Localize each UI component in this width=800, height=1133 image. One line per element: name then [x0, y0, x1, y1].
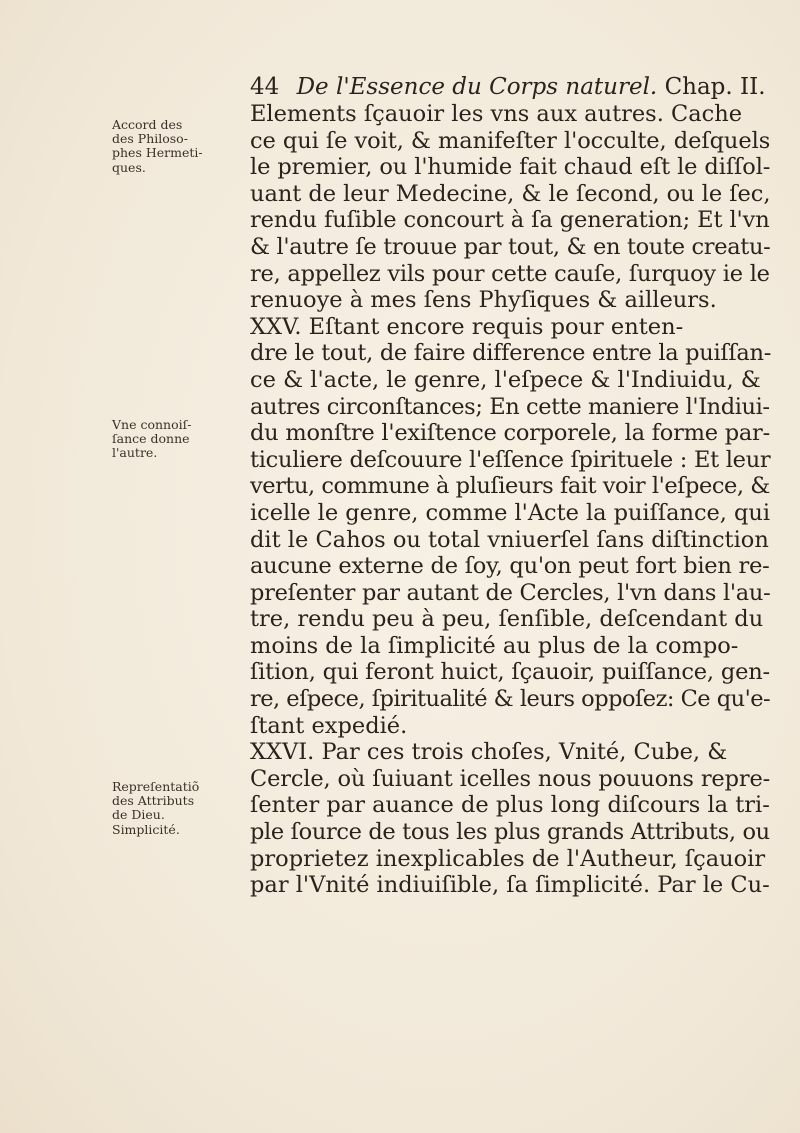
text-line: autres circonſtances; En cette maniere l'Indiui- [250, 393, 770, 420]
text-line: XXVI. Par ces trois choſes, Vnité, Cube, & [250, 739, 728, 766]
text-line: XXV. Eſtant encore requis pour enten- [250, 313, 684, 340]
text-line: moins de la ſimplicité au plus de la compo- [250, 632, 739, 659]
text-line: uant de leur Medecine, & le ſecond, ou le ſec, [250, 180, 771, 207]
margin-note-accord [112, 118, 247, 175]
text-line: preſenter par autant de Cercles, l'vn dans l'au- [250, 579, 771, 606]
margin-note-line: Repreſentatiõ [112, 779, 200, 794]
text-line: par l'Vnité indiuiſible, ſa ſimplicité. Par le Cu- [250, 872, 770, 899]
text-line: ce & l'acte, le genre, l'eſpece & l'Indiuidu, & [250, 366, 761, 393]
text-line: & l'autre ſe trouue par tout, & en toute creatu- [250, 233, 771, 260]
text-line: rendu fuſible concourt à ſa generation; Et l'vn [250, 207, 770, 234]
chapter-label: Chap. II. [664, 74, 766, 100]
text-line: tre, rendu peu à peu, ſenſible, deſcendant du [250, 606, 764, 633]
page-number: 44 [250, 74, 280, 100]
text-line: ſenter par auance de plus long diſcours la tri- [250, 792, 770, 819]
margin-note-line: phes Hermeti- [112, 145, 203, 161]
text-line: re, appellez vils pour cette cauſe, ſurquoy ie le [250, 260, 770, 287]
text-line: le premier, ou l'humide fait chaud eſt le diſſol- [250, 154, 771, 181]
margin-note-line: Vne connoiſ- [112, 417, 192, 432]
text-line: proprietez inexplicables de l'Autheur, ſçauoir [250, 845, 766, 872]
text-line: dit le Cahos ou total vniuerſel ſans diſtinction [250, 526, 769, 553]
text-line: ticuliere deſcouure l'eſſence ſpirituele : Et leur [250, 446, 771, 473]
text-line: aucune externe de ſoy, qu'on peut fort bien re- [250, 553, 770, 580]
running-header [250, 72, 770, 102]
text-line: icelle le genre, comme l'Acte la puiſſance, qui [250, 499, 770, 526]
margin-note-line: Accord des [112, 117, 183, 132]
margin-note-line: l'autre. [112, 445, 158, 461]
text-line: dre le tout, de faire difference entre la puiſſan- [250, 340, 772, 367]
running-title: De l'Essence du Corps naturel. [296, 74, 658, 100]
body-text [250, 101, 770, 899]
text-line: Cercle, où ſuiuant icelles nous pouuons repre- [250, 765, 771, 792]
text-line: ſition, qui feront huict, ſçauoir, puiſſance, gen- [250, 659, 770, 686]
text-line: ple ſource de tous les plus grands Attributs, ou [250, 819, 770, 846]
text-line: ſtant expedié. [250, 712, 408, 739]
margin-note-line: ſance donne [112, 431, 190, 447]
text-line: Elements ſçauoir les vns aux autres. Cache [250, 101, 743, 127]
text-line: ce qui ſe voit, & manifeſter l'occulte, deſquels [250, 127, 771, 154]
margin-note-representation [112, 780, 247, 837]
text-line: du monſtre l'exiſtence corporele, la forme par- [250, 420, 770, 447]
margin-note-line: Simplicité. [112, 821, 180, 837]
margin-note-line: des Philoso- [112, 131, 188, 147]
margin-note-line: de Dieu. [112, 807, 165, 823]
text-line: re, eſpece, ſpiritualité & leurs oppoſez: Ce qu'e- [250, 686, 771, 713]
margin-note-line: ques. [112, 159, 146, 175]
margin-note-connoissance [112, 418, 247, 461]
text-line: renuoye à mes ſens Phyſiques & ailleurs. [250, 287, 717, 314]
margin-note-line: des Attributs [112, 793, 195, 809]
text-line: vertu, commune à pluſieurs fait voir l'eſpece, & [250, 473, 770, 500]
